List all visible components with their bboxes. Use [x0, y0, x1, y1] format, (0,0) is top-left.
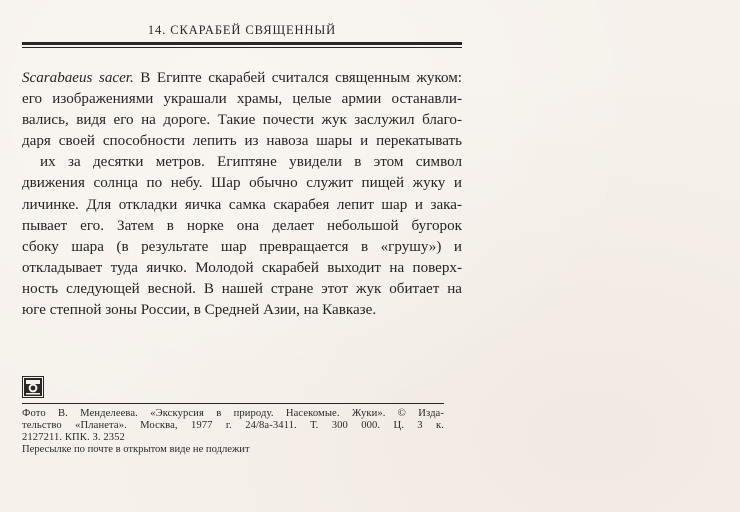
description-line: движения солнца по небу. Шар обычно служит пищей жуку и — [22, 175, 462, 192]
description-line: их за десятки метров. Египтяне увидели в этом символ — [40, 154, 462, 171]
imprint-line: 2127211. КПК. З. 2352 — [22, 432, 125, 443]
publisher-logo-icon — [22, 376, 44, 398]
description-line: личинке. Для откладки яичка самка скарабея лепит шар и зака- — [22, 196, 462, 213]
description-line: откладывает туда яичко. Молодой скарабей выходит на поверх- — [22, 259, 462, 276]
description-line: ность следующей весной. В нашей стране этот жук обитает на — [22, 280, 462, 297]
header-rule-thin — [22, 47, 462, 48]
latin-name: Scarabaeus sacer. — [22, 70, 134, 86]
description-line: сбоку шара (в результате шар превращается в «грушу») и — [22, 238, 462, 255]
description-line: его изображениями украшали храмы, целые армии останавли- — [22, 91, 462, 108]
description-line: Scarabaeus sacer. В Египте скарабей считался священным жуком: — [22, 70, 462, 86]
imprint-rule — [22, 403, 444, 404]
publisher-logo-svg — [22, 376, 44, 398]
header-rule-thick — [22, 42, 462, 45]
mailing-note: Пересылке по почте в открытом виде не подлежит — [22, 444, 250, 455]
description-line: юге степной зоны России, в Средней Азии, на Кавказе. — [22, 302, 377, 319]
imprint-text — [22, 408, 444, 444]
description-line: пывает его. Затем в норке она делает небольшой бугорок — [22, 217, 462, 234]
description-line: вались, видя его на дороге. Такие почести жук заслужил благо- — [22, 112, 462, 129]
imprint-line: тельство «Планета». Москва, 1977 г. 24/8а-3411. Т. 300 000. Ц. 3 к. — [22, 420, 444, 431]
imprint-line: Фото В. Менделеева. «Экскурсия в природу. Насекомые. Жуки». © Изда- — [22, 408, 444, 419]
description-text — [22, 68, 462, 321]
page-title: 14. СКАРАБЕЙ СВЯЩЕННЫЙ — [147, 23, 337, 37]
description-line: даря своей способности лепить из навоза шары и перекатывать — [22, 133, 462, 150]
